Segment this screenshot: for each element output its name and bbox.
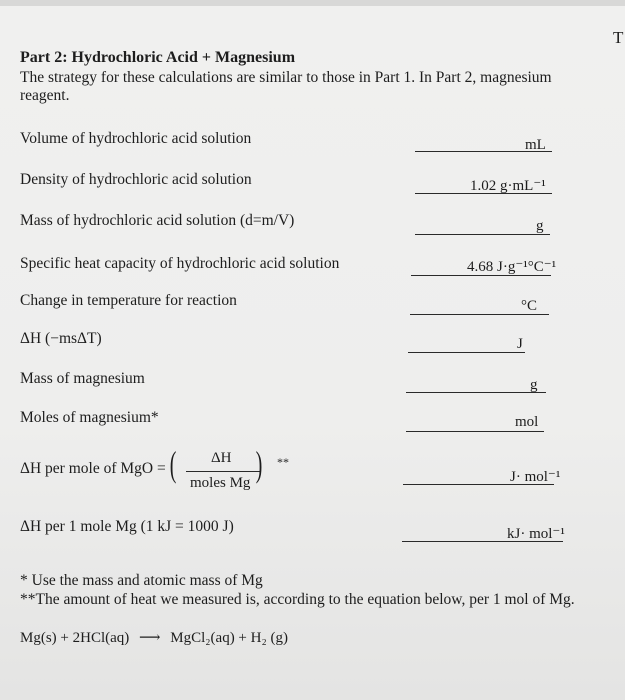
left-parenthesis: ( bbox=[169, 444, 177, 484]
row-label-moles-magnesium: Moles of magnesium* bbox=[20, 409, 159, 426]
fraction-numerator: ΔH bbox=[211, 450, 232, 466]
equation-reactants: Mg(s) + 2HCl(aq) bbox=[20, 630, 130, 646]
answer-line-moles-magnesium[interactable] bbox=[406, 431, 544, 432]
right-parenthesis: ) bbox=[255, 444, 263, 484]
row-label-density: Density of hydrochloric acid solution bbox=[20, 171, 252, 188]
answer-line-mass-magnesium[interactable] bbox=[406, 392, 546, 393]
answer-line-delta-h[interactable] bbox=[408, 352, 525, 353]
unit-delta-h-mg: kJ· mol⁻¹ bbox=[507, 526, 565, 542]
unit-moles-magnesium: mol bbox=[515, 414, 539, 430]
page-edge-character: T bbox=[613, 28, 624, 47]
page-top-edge bbox=[0, 0, 625, 6]
unit-volume: mL bbox=[525, 137, 546, 153]
footnote-double-asterisk: **The amount of heat we measured is, according to the equation below, per 1 mol of Mg. bbox=[20, 591, 575, 608]
row-label-mass-magnesium: Mass of magnesium bbox=[20, 370, 145, 387]
footnote-single-asterisk: * Use the mass and atomic mass of Mg bbox=[20, 572, 263, 589]
unit-delta-h: J bbox=[517, 336, 523, 352]
fraction-denominator: moles Mg bbox=[190, 475, 251, 491]
row-label-delta-h-per-mole-mg: ΔH per 1 mole Mg (1 kJ = 1000 J) bbox=[20, 518, 234, 535]
unit-mass-solution: g bbox=[536, 218, 544, 234]
intro-text-line2: reagent. bbox=[20, 87, 70, 104]
reaction-arrow-icon: ⟶ bbox=[139, 630, 161, 646]
row-label-specific-heat: Specific heat capacity of hydrochloric acid solution bbox=[20, 255, 340, 272]
unit-temperature-change: °C bbox=[521, 298, 538, 314]
unit-delta-h-mgo: J· mol⁻¹ bbox=[510, 469, 561, 485]
unit-mass-magnesium: g bbox=[530, 377, 538, 393]
section-title: Part 2: Hydrochloric Acid + Magnesium bbox=[20, 49, 296, 66]
value-density: 1.02 g·mL⁻¹ bbox=[470, 178, 546, 194]
row-label-delta-h-per-mole-mgo: ΔH per mole of MgO = bbox=[20, 460, 166, 477]
answer-line-mass-solution[interactable] bbox=[415, 234, 550, 235]
row-label-temperature-change: Change in temperature for reaction bbox=[20, 292, 237, 309]
equation-products: MgCl₂(aq) + H₂ (g) bbox=[170, 630, 288, 646]
row-label-mass-solution: Mass of hydrochloric acid solution (d=m/V) bbox=[20, 212, 295, 229]
fraction-bar bbox=[186, 471, 260, 472]
double-asterisk: ** bbox=[277, 455, 289, 469]
value-specific-heat: 4.68 J·g⁻¹°C⁻¹ bbox=[467, 259, 557, 275]
row-label-delta-h: ΔH (−msΔT) bbox=[20, 330, 102, 347]
chemical-equation bbox=[20, 628, 288, 647]
row-label-volume: Volume of hydrochloric acid solution bbox=[20, 130, 252, 147]
intro-text-line1: The strategy for these calculations are similar to those in Part 1. In Part 2, magnesium bbox=[20, 69, 552, 86]
